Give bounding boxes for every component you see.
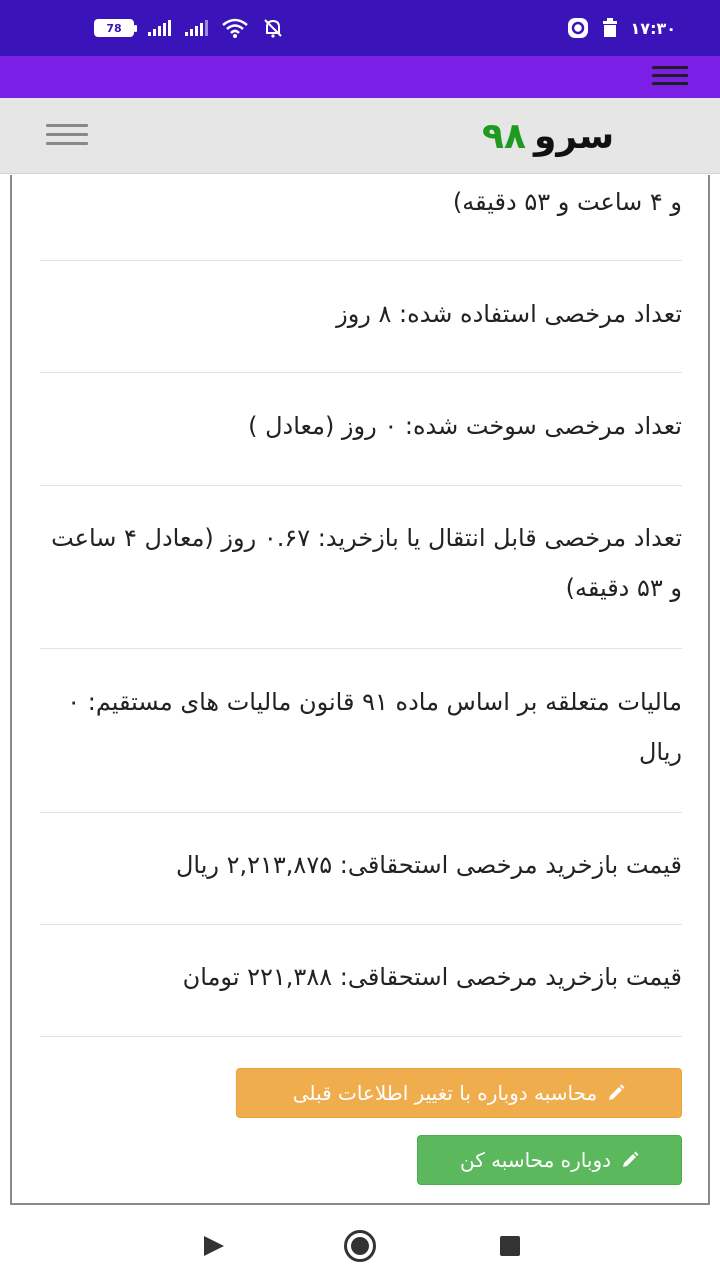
- logo-word: سرو: [533, 115, 615, 157]
- recalculate-with-changes-button[interactable]: [236, 1068, 682, 1118]
- results-panel: [10, 175, 710, 1205]
- result-row: مالیات متعلقه بر اساس ماده ۹۱ قانون مالیات های مستقیم: ۰ ریال: [67, 688, 682, 766]
- clock: ۱۷:۳۰: [630, 18, 676, 38]
- recalculate-with-changes-label: محاسبه دوباره با تغییر اطلاعات قبلی: [292, 1081, 598, 1105]
- recalculate-label: دوباره محاسبه کن: [459, 1148, 612, 1172]
- divider: [40, 812, 682, 813]
- signal-icon: [148, 20, 171, 36]
- hamburger-menu-icon[interactable]: [652, 66, 688, 88]
- signal-icon: [185, 20, 208, 36]
- divider: [40, 372, 682, 373]
- status-right-icons: [567, 16, 676, 40]
- result-row: تعداد مرخصی سوخت شده: ۰ روز (معادل ): [248, 412, 682, 440]
- divider: [40, 924, 682, 925]
- app-icon: [567, 17, 589, 39]
- divider: [40, 485, 682, 486]
- result-row: تعداد مرخصی قابل انتقال یا بازخرید: ۰.۶۷ روز (معادل ۴ ساعت و ۵۳ دقیقه): [51, 524, 682, 602]
- app-bar: [0, 56, 720, 98]
- wifi-icon: [222, 18, 248, 38]
- result-row: قیمت بازخرید مرخصی استحقاقی: ۲,۲۱۳,۸۷۵ ریال: [175, 851, 682, 879]
- bell-off-icon: [262, 17, 284, 39]
- pencil-icon: [621, 1151, 639, 1169]
- logo[interactable]: [482, 112, 614, 160]
- logo-number: ۹۸: [482, 115, 526, 157]
- pencil-icon: [607, 1084, 625, 1102]
- status-left-icons: [94, 16, 284, 40]
- recalculate-button[interactable]: [417, 1135, 682, 1185]
- back-icon[interactable]: [204, 1236, 224, 1256]
- recent-apps-icon[interactable]: [500, 1236, 520, 1256]
- home-icon[interactable]: [344, 1230, 376, 1262]
- divider: [40, 648, 682, 649]
- divider: [40, 1036, 682, 1037]
- trash-icon: [601, 18, 619, 38]
- navigation-bar: [0, 1208, 720, 1280]
- result-row: قیمت بازخرید مرخصی استحقاقی: ۲۲۱,۳۸۸ تومان: [182, 963, 682, 991]
- battery-icon: [94, 19, 134, 37]
- result-row: تعداد مرخصی استفاده شده: ۸ روز: [336, 300, 682, 328]
- status-bar: [0, 0, 720, 56]
- site-header: [0, 98, 720, 174]
- battery-level: 78: [106, 21, 122, 35]
- divider: [40, 260, 682, 261]
- navbar-toggle-icon[interactable]: [46, 124, 88, 148]
- result-row: و ۴ ساعت و ۵۳ دقیقه): [452, 188, 682, 216]
